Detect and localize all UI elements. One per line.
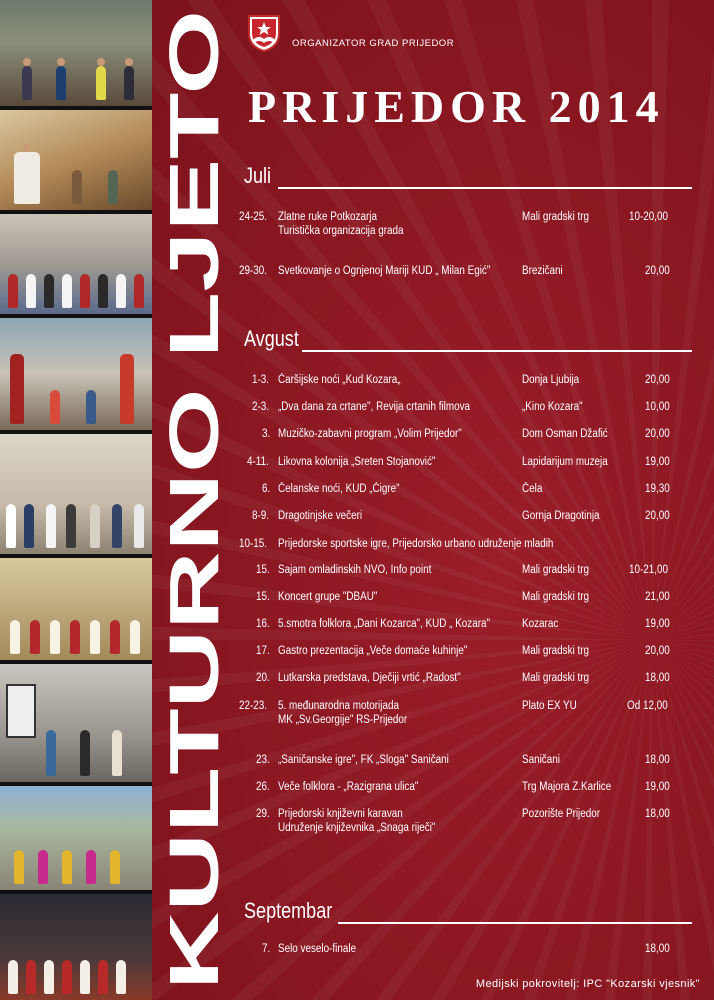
event-place-text: Plato EX YU (522, 700, 577, 712)
event-title-text: Sajam omladinskih NVO, Info point (278, 564, 432, 576)
event-place-text: Kozarac (522, 618, 559, 630)
event-title (278, 699, 419, 713)
event-date-text: 29. (256, 808, 270, 820)
month-heading: Juli (244, 163, 272, 188)
event-place-text: Brezičani (522, 265, 563, 277)
event-date-text: 2-3. (252, 401, 270, 413)
event-date-text: 15. (256, 564, 270, 576)
event-price (594, 780, 674, 794)
main-title: PRIJEDOR 2014 (248, 81, 665, 132)
event-place (522, 373, 589, 387)
event-price (594, 427, 674, 441)
event-date-text: 22-23. (239, 700, 268, 712)
event-date-text: 8-9. (252, 510, 270, 522)
photo-exhibition-opening (0, 434, 152, 554)
event-title-line2-text: MK „Sv.Georgije" RS-Prijedor (278, 714, 408, 726)
event-place (522, 617, 564, 631)
event-price (594, 671, 674, 685)
event-price-text: 10-21,00 (628, 564, 668, 576)
event-title-line2 (278, 713, 428, 727)
event-title (278, 671, 490, 685)
event-place (522, 210, 600, 224)
event-place (522, 563, 600, 577)
event-title (278, 482, 420, 496)
event-date-text: 24-25. (239, 211, 268, 223)
event-date (232, 455, 272, 469)
event-price-text: 20,00 (645, 645, 670, 657)
event-price (594, 753, 674, 767)
event-date-text: 23. (256, 754, 270, 766)
event-date (232, 617, 272, 631)
organizer-label: ORGANIZATOR GRAD PRIJEDOR (292, 38, 455, 49)
event-title (278, 537, 598, 551)
event-price (594, 617, 674, 631)
event-date-text: 7. (262, 943, 271, 955)
event-place-text: Mali gradski trg (522, 672, 590, 684)
event-date (232, 753, 272, 767)
event-date (232, 699, 272, 713)
event-title (278, 753, 477, 767)
event-price-text: 10,00 (645, 401, 670, 413)
event-place-text: „Kino Kozara" (522, 401, 583, 413)
event-price-text: 18,00 (645, 672, 670, 684)
photo-folk-ensemble (0, 214, 152, 314)
event-date-text: 17. (256, 645, 270, 657)
event-date (232, 942, 272, 956)
event-title (278, 210, 393, 224)
event-title-text: Lutkarska predstava, Dječiji vrtić „Radost" (278, 672, 461, 684)
month-rule (302, 350, 692, 352)
event-price (594, 942, 674, 956)
event-place-text: Gornja Dragotinja (522, 510, 600, 522)
event-price (594, 482, 674, 496)
photo-street-parade (0, 786, 152, 890)
event-date (232, 644, 272, 658)
vertical-title-text: KULTURNO LJETO (155, 358, 233, 990)
event-title (278, 427, 492, 441)
event-title-text: Selo veselo-finale (278, 943, 357, 955)
event-date-text: 20. (256, 672, 270, 684)
vertical-title (152, 0, 234, 1000)
event-title (278, 563, 456, 577)
event-place-text: Donja Ljubija (522, 374, 580, 386)
event-price-text: 10-20,00 (628, 211, 668, 223)
event-price (594, 807, 674, 821)
event-title (278, 807, 423, 821)
event-date (232, 210, 272, 224)
event-place-text: Čela (522, 483, 543, 495)
event-date-text: 26. (256, 781, 270, 793)
event-title-text: Muzičko-zabavni program „Volim Prijedor" (278, 428, 462, 440)
event-date-text: 3. (262, 428, 271, 440)
event-date (232, 482, 272, 496)
event-place-text: Mali gradski trg (522, 211, 590, 223)
event-title-text: Čelanske noći, KUD „Čigre" (278, 483, 400, 495)
event-price-text: 20,00 (645, 510, 670, 522)
event-title (278, 780, 441, 794)
event-place-text: Mali gradski trg (522, 645, 590, 657)
month-heading: Avgust (244, 326, 299, 351)
event-title-text: Dragotinjske večeri (278, 510, 363, 522)
event-price-text: 20,00 (645, 428, 670, 440)
event-price-text: 21,00 (645, 591, 670, 603)
event-title-text: Veče folklora - „Razigrana ulica" (278, 781, 419, 793)
event-price-text: 18,00 (645, 943, 670, 955)
event-title (278, 942, 369, 956)
event-date-text: 6. (262, 483, 271, 495)
event-title-line2 (278, 821, 461, 835)
event-price-text: 20,00 (645, 265, 670, 277)
event-place-text: Pozorište Prijedor (522, 808, 601, 820)
event-title-text: Koncert grupe "DBAU" (278, 591, 378, 603)
event-date-text: 29-30. (239, 265, 268, 277)
month-rule (338, 922, 692, 924)
event-place (522, 400, 593, 414)
media-sponsor: Medijski pokrovitelj: IPC "Kozarski vjesnik" (475, 978, 700, 990)
event-title-line2-text: Turistička organizacija grada (278, 225, 404, 237)
event-place (522, 753, 566, 767)
event-title-text: Prijedorske sportske igre, Prijedorsko urbano udruženje mladih (278, 538, 554, 550)
event-place-text: Dom Osman Džafić (522, 428, 608, 440)
photo-street-performers (0, 318, 152, 430)
photo-pottery-craft (0, 110, 152, 210)
event-title-text: 5. međunarodna motorijada (278, 700, 399, 712)
event-date (232, 427, 272, 441)
event-title (278, 644, 498, 658)
photo-folklore-dancers (0, 558, 152, 660)
event-date (232, 563, 272, 577)
event-place (522, 644, 600, 658)
event-date (232, 590, 272, 604)
event-date (232, 509, 272, 523)
event-title-text: Svetkovanje o Ognjenoj Mariji KUD „ Milan Egić" (278, 265, 491, 277)
event-price (594, 537, 674, 551)
event-date (232, 671, 272, 685)
event-price-text: Od 12,00 (626, 700, 668, 712)
event-place (522, 264, 569, 278)
photo-market-stalls (0, 0, 152, 106)
event-place (522, 671, 600, 685)
event-title (278, 590, 394, 604)
event-place-text: Mali gradski trg (522, 591, 590, 603)
month-rule (278, 187, 692, 189)
event-title-text: Čaršijske noći „Kud Kozara„ (278, 374, 401, 386)
event-date (232, 780, 272, 794)
event-title-text: 5.smotra folklora „Dani Kozarca", KUD „ Kozara" (278, 618, 491, 630)
event-price-text: 19,00 (645, 781, 670, 793)
event-title-text: Likovna kolonija „Sreten Stojanović" (278, 456, 436, 468)
event-price (594, 563, 674, 577)
event-price-text: 19,00 (645, 618, 670, 630)
event-price-text: 18,00 (645, 754, 670, 766)
event-price-text: 19,00 (645, 456, 670, 468)
photo-strip (0, 0, 152, 1000)
event-title-text: „Dva dana za crtane", Revija crtanih filmova (278, 401, 471, 413)
event-place-text: Saničani (522, 754, 560, 766)
event-date (232, 400, 272, 414)
event-title-text: Gastro prezentacija „Veče domaće kuhinje" (278, 645, 468, 657)
event-price (594, 373, 674, 387)
sunburst-rays (152, 0, 714, 1000)
event-place (522, 699, 586, 713)
event-price (594, 210, 674, 224)
event-date (232, 807, 272, 821)
event-title-text: „Saničanske igre", FK „Sloga" Saničani (278, 754, 449, 766)
event-date (232, 373, 272, 387)
event-date (232, 537, 272, 551)
city-coat-of-arms-icon (247, 14, 281, 52)
event-price (594, 644, 674, 658)
event-title (278, 264, 525, 278)
event-price (594, 455, 674, 469)
event-date-text: 16. (256, 618, 270, 630)
event-date-text: 4-11. (246, 456, 269, 468)
event-price-text: 18,00 (645, 808, 670, 820)
event-price (594, 264, 674, 278)
event-date-text: 15. (256, 591, 270, 603)
event-place-text: Lapidarijum muzeja (522, 456, 608, 468)
event-title-text: Prijedorski književni karavan (278, 808, 403, 820)
event-title (278, 617, 525, 631)
event-date-text: 1-3. (252, 374, 270, 386)
event-title (278, 455, 461, 469)
event-price (594, 699, 674, 713)
event-place (522, 590, 600, 604)
event-title-line2 (278, 224, 424, 238)
event-price (594, 400, 674, 414)
event-place-text: Mali gradski trg (522, 564, 590, 576)
event-date (232, 264, 272, 278)
event-price-text: 19,30 (645, 483, 670, 495)
event-date-text: 10-15. (239, 538, 268, 550)
event-place (522, 482, 546, 496)
photo-stage-folklore (0, 894, 152, 1000)
event-place-text: Trg Majora Z.Karlice (522, 781, 612, 793)
event-title-text: Zlatne ruke Potkozarja (278, 211, 377, 223)
poster-panel (152, 0, 714, 1000)
event-price (594, 590, 674, 604)
event-price (594, 509, 674, 523)
event-price-text: 20,00 (645, 374, 670, 386)
event-title (278, 373, 421, 387)
month-heading: Septembar (244, 898, 333, 923)
event-title (278, 400, 501, 414)
photo-gallery-visitors (0, 664, 152, 782)
event-title-line2-text: Udruženje književnika „Snaga riječi" (278, 822, 436, 834)
event-title (278, 509, 376, 523)
